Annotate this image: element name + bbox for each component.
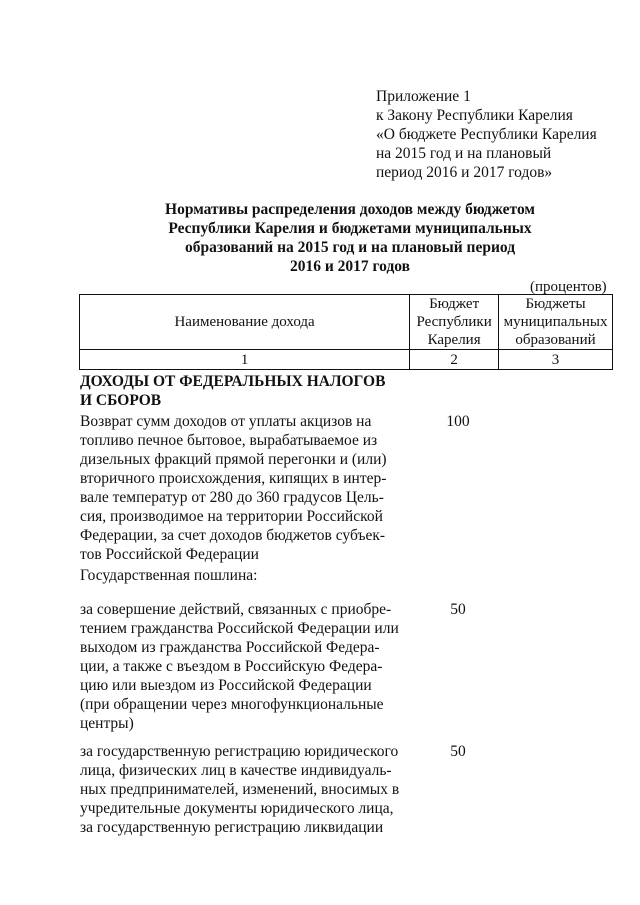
title-line: Нормативы распределения доходов между бюджетом xyxy=(165,201,535,218)
column-number-row xyxy=(80,350,613,370)
table-row-description: Возврат сумм доходов от уплаты акцизов на топливо печное бытовое, вырабатываемое из дизельных фракций прямой перегонки и (или) вторичного происхождения, кипящих в интер- вале температур от 280 до 360 градусов Цель- сия, производимое на территории Российской Федерации, за счет доходов бюджетов субъек- тов Российской Федерации xyxy=(80,413,387,563)
table-row-description: за государственную регистрацию юридического лица, физических лиц в качестве индивидуаль- ных предпринимателей, изменений, вносимых в учредительные документы юридического лица, за государственную регистрацию ликвидации xyxy=(80,743,400,836)
header-republic-budget: Бюджет Республики Карелия xyxy=(410,295,499,350)
table-row-republic-value: 50 xyxy=(450,601,466,618)
column-number: 1 xyxy=(80,350,410,370)
document-title xyxy=(140,200,560,276)
appendix-line: к Закону Республики Карелия xyxy=(376,107,573,124)
appendix-note xyxy=(376,87,631,182)
header-row xyxy=(80,295,613,350)
table-row-description: Государственная пошлина: xyxy=(80,567,258,584)
table-row-republic-value: 50 xyxy=(450,743,466,760)
title-line: образований на 2015 год и на плановый период xyxy=(184,239,516,256)
header-income-name: Наименование дохода xyxy=(80,295,410,350)
appendix-line: «О бюджете Республики Карелия xyxy=(376,126,597,143)
header-municipal-budgets: Бюджеты муниципальных образований xyxy=(499,295,613,350)
appendix-line: период 2016 и 2017 годов» xyxy=(376,164,553,181)
column-number: 2 xyxy=(410,350,499,370)
column-number: 3 xyxy=(499,350,613,370)
title-line: Республики Карелия и бюджетами муниципальных xyxy=(168,220,532,237)
appendix-line: на 2015 год и на плановый xyxy=(376,145,552,162)
units-note: (процентов) xyxy=(530,279,607,295)
appendix-line: Приложение 1 xyxy=(376,88,471,105)
title-line: 2016 и 2017 годов xyxy=(289,258,411,275)
section-title: ДОХОДЫ ОТ ФЕДЕРАЛЬНЫХ НАЛОГОВ И СБОРОВ xyxy=(80,373,386,409)
table-header xyxy=(79,294,613,370)
table-row-republic-value: 100 xyxy=(446,413,470,430)
table-row-description: за совершение действий, связанных с приобре- тением гражданства Российской Федерации или выходом из гражданства Российской Федера- ции, а также с въездом в Российскую Федера- цию или выездом из Российской Федерации (при обращении через многофункциональные центры) xyxy=(80,601,399,732)
